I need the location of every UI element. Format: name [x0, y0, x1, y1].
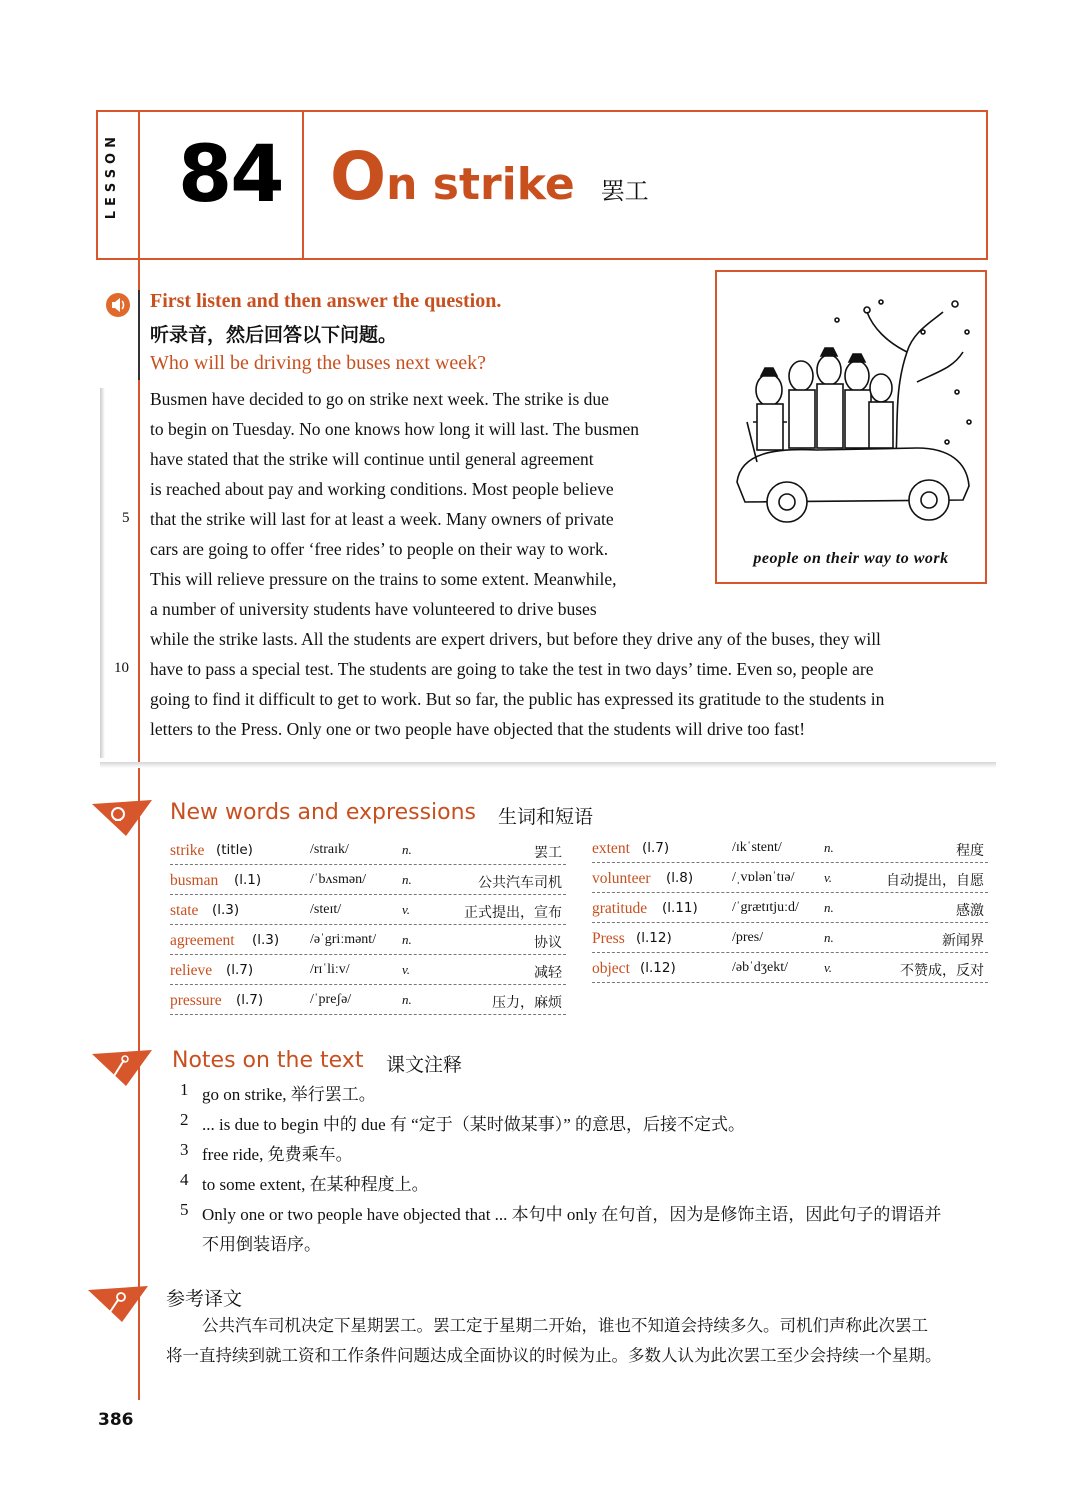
passage-line: while the strike lasts. All the students are expert drivers, but before they drive any of the buses, they will	[150, 629, 881, 649]
passage-line: letters to the Press. Only one or two people have objected that the students will drive too fast!	[150, 719, 806, 739]
vocab-meaning: 正式提出，宣布	[464, 905, 562, 921]
vocab-heading: New words and expressions	[170, 800, 477, 825]
vocab-phonetic: /straɪk/	[310, 842, 349, 857]
vocab-ref: (l.7)	[226, 962, 254, 978]
note-text: to some extent, 在某种程度上。	[202, 1175, 429, 1194]
passage-line: to begin on Tuesday. No one knows how long it will last. The busmen	[150, 419, 640, 439]
passage-shadow	[100, 762, 996, 768]
vocab-row	[592, 864, 988, 893]
speaker-icon[interactable]	[106, 293, 130, 317]
comprehension-question: Who will be driving the buses next week?	[150, 352, 487, 374]
vocab-ref: (l.12)	[636, 930, 672, 946]
vocab-phonetic: /ˈpreʃə/	[310, 992, 352, 1007]
passage-line: Busmen have decided to go on strike next week. The strike is due	[150, 389, 609, 409]
vocab-phonetic: /ɪkˈstent/	[732, 840, 782, 855]
vocab-meaning: 自动提出，自愿	[886, 873, 984, 889]
lesson-title	[330, 138, 649, 215]
vocab-row	[170, 986, 566, 1015]
note-number: 4	[180, 1170, 189, 1189]
vocab-meaning: 程度	[956, 843, 984, 859]
vocab-row	[170, 836, 566, 865]
car-illustration	[717, 272, 985, 532]
vocab-pos: n.	[402, 992, 412, 1007]
page-number: 386	[98, 1410, 134, 1430]
pen-icon	[92, 1050, 152, 1086]
note-number: 5	[180, 1200, 189, 1219]
lesson-number: 84	[178, 130, 283, 220]
passage-line: going to find it difficult to get to work. But so far, the public has expressed its gratitude to the students in	[150, 689, 885, 709]
vocab-ref: (l.7)	[236, 992, 264, 1008]
note-item	[180, 1170, 429, 1195]
line-number: 10	[114, 660, 129, 676]
notes-heading-zh: 课文注释	[386, 1054, 463, 1076]
vocab-pos: n.	[402, 932, 412, 947]
passage-shadow	[100, 388, 105, 758]
vocab-pos: n.	[824, 930, 834, 945]
passage-line: that the strike will last for at least a week. Many owners of private	[150, 509, 614, 529]
passage-line: cars are going to offer ‘free rides’ to people on their way to work.	[150, 539, 609, 559]
vocab-ref: (l.7)	[642, 840, 670, 856]
vocab-meaning: 罢工	[534, 845, 562, 861]
question-rule	[138, 290, 140, 380]
vocab-word: pressure	[170, 992, 222, 1009]
vocab-word: strike	[170, 842, 205, 859]
vocab-ref: (l.3)	[212, 902, 240, 918]
line-number: 5	[122, 510, 130, 526]
passage-line: This will relieve pressure on the trains to some extent. Meanwhile,	[150, 569, 617, 589]
note-item-continued: 不用倒装语序。	[202, 1235, 321, 1254]
vocab-row	[170, 926, 566, 955]
note-text: go on strike, 举行罢工。	[202, 1085, 376, 1104]
title-rest: n strike	[386, 159, 575, 210]
vocab-meaning: 不赞成，反对	[900, 963, 984, 979]
illustration	[715, 270, 987, 584]
passage-line: a number of university students have volunteered to drive buses	[150, 599, 597, 619]
vocab-phonetic: /ˌvɒlənˈtɪə/	[732, 870, 795, 885]
lesson-number-box	[140, 112, 304, 258]
vocab-phonetic: /steɪt/	[310, 902, 342, 917]
key-icon	[88, 1286, 148, 1322]
vocab-meaning: 感激	[956, 903, 984, 919]
vocab-pos: v.	[824, 870, 833, 885]
vocab-word: relieve	[170, 962, 213, 979]
vocab-word: extent	[592, 840, 630, 857]
vocab-word: gratitude	[592, 900, 648, 917]
vocab-phonetic: /əbˈdʒekt/	[732, 960, 788, 975]
vocab-phonetic: /ˈgrætɪtjuːd/	[732, 900, 799, 915]
note-text: free ride, 免费乘车。	[202, 1145, 353, 1164]
vocab-pos: v.	[402, 902, 411, 917]
lesson-label: LESSON	[104, 132, 119, 220]
vocab-meaning: 公共汽车司机	[478, 875, 562, 891]
note-text: ... is due to begin 中的 due 有 “定于（某时做某事）” 的意思，后接不定式。	[202, 1115, 746, 1134]
vocab-pos: n.	[402, 872, 412, 887]
vocab-phonetic: /rɪˈliːv/	[310, 962, 350, 977]
vocab-meaning: 新闻界	[942, 933, 984, 949]
vocab-phonetic: /pres/	[732, 930, 764, 945]
notes-heading: Notes on the text	[172, 1048, 364, 1073]
vocab-ref: (l.11)	[662, 900, 698, 916]
title-initial: O	[330, 138, 387, 215]
passage-line: have to pass a special test. The students are going to take the test in two days’ time. Even so, people are	[150, 659, 874, 679]
vocab-ref: (l.12)	[640, 960, 676, 976]
vocab-ref: (title)	[216, 842, 253, 858]
vocab-row	[592, 954, 988, 983]
vocab-word: object	[592, 960, 630, 977]
vocab-meaning: 压力，麻烦	[492, 995, 562, 1011]
lesson-header	[96, 110, 988, 260]
vocab-word: state	[170, 902, 199, 919]
vocab-word: Press	[592, 930, 625, 947]
note-item	[180, 1200, 942, 1225]
vocab-ref: (l.3)	[252, 932, 280, 948]
vocab-meaning: 协议	[534, 935, 562, 951]
vocab-pos: n.	[824, 900, 834, 915]
vocab-word: agreement	[170, 932, 235, 949]
lightbulb-icon	[92, 800, 152, 836]
vocab-row	[592, 894, 988, 923]
vocab-phonetic: /əˈgriːmənt/	[310, 932, 377, 947]
instruction-zh: 听录音，然后回答以下问题。	[150, 324, 398, 346]
vocab-pos: n.	[824, 840, 834, 855]
passage-line: have stated that the strike will continue until general agreement	[150, 449, 594, 469]
vocab-word: busman	[170, 872, 219, 889]
vocab-phonetic: /ˈbʌsmən/	[310, 872, 366, 887]
instruction-en: First listen and then answer the question.	[150, 290, 502, 312]
vocab-row	[592, 924, 988, 953]
note-text: Only one or two people have objected that ... 本句中 only 在句首，因为是修饰主语，因此句子的谓语并	[202, 1205, 942, 1224]
vocab-row	[170, 866, 566, 895]
note-number: 1	[180, 1080, 189, 1099]
vocab-ref: (l.8)	[666, 870, 694, 886]
note-number: 3	[180, 1140, 189, 1159]
vocab-pos: v.	[402, 962, 411, 977]
note-item	[180, 1110, 746, 1135]
vocab-pos: v.	[824, 960, 833, 975]
lesson-tab	[98, 112, 140, 258]
vocab-row	[170, 956, 566, 985]
passage-line: is reached about pay and working conditions. Most people believe	[150, 479, 614, 499]
vocab-meaning: 减轻	[534, 965, 562, 981]
vocab-row	[170, 896, 566, 925]
note-item	[180, 1140, 353, 1165]
translation-line: 将一直持续到就工资和工作条件问题达成全面协议的时候为止。多数人认为此次罢工至少会持续一个星期。	[166, 1346, 942, 1365]
title-zh: 罢工	[600, 177, 649, 205]
translation-heading: 参考译文	[166, 1288, 243, 1310]
vocab-ref: (l.1)	[234, 872, 262, 888]
vocab-word: volunteer	[592, 870, 651, 887]
illustration-caption: people on their way to work	[753, 550, 949, 567]
note-number: 2	[180, 1110, 189, 1129]
vocab-heading-zh: 生词和短语	[498, 806, 594, 828]
note-item	[180, 1080, 376, 1105]
vocab-pos: n.	[402, 842, 412, 857]
vocab-row	[592, 834, 988, 863]
translation-line: 公共汽车司机决定下星期罢工。罢工定于星期二开始，谁也不知道会持续多久。司机们声称此次罢工	[202, 1316, 928, 1335]
